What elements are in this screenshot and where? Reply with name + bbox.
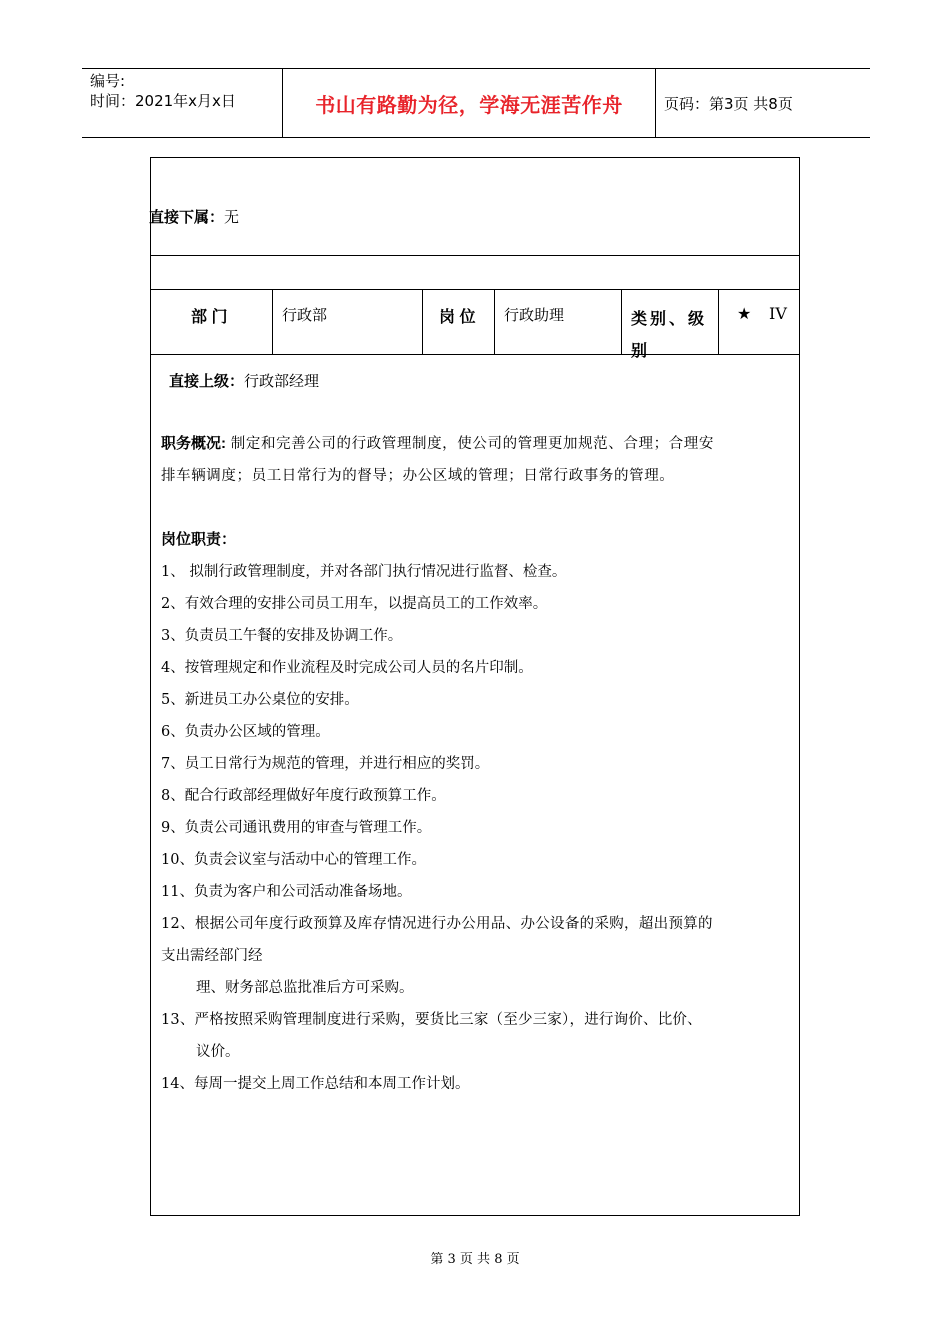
header-meta <box>90 71 236 111</box>
duty-item: 13、严格按照采购管理制度进行采购，要货比三家（至少三家），进行询价、比价、 <box>161 1012 702 1028</box>
duty-item: 1、 拟制行政管理制度，并对各部门执行情况进行监督、检查。 <box>161 564 567 580</box>
duty-item: 12、根据公司年度行政预算及库存情况进行办公用品、办公设备的采购，超出预算的 <box>161 916 713 932</box>
grade-value: IV <box>769 304 787 323</box>
job-description-table <box>150 157 800 1216</box>
summary-label: 职务概况: <box>161 435 226 452</box>
superior-value: 行政部经理 <box>244 372 320 390</box>
divider <box>422 289 423 354</box>
category-label: 类别、级别 <box>631 311 708 360</box>
subordinate-label: 直接下属： <box>149 209 225 226</box>
divider <box>621 289 622 354</box>
divider <box>718 289 719 354</box>
superior-row <box>169 370 319 391</box>
superior-label: 直接上级： <box>169 373 245 390</box>
post-label: 岗 位 <box>439 309 476 326</box>
duty-item: 7、员工日常行为规范的管理，并进行相应的奖罚。 <box>161 756 490 772</box>
duty-item: 9、负责公司通讯费用的审查与管理工作。 <box>161 820 432 836</box>
duty-item-continued: 议价。 <box>196 1044 240 1060</box>
divider <box>494 289 495 354</box>
summary-line-1 <box>161 432 714 453</box>
duty-item: 2、有效合理的安排公司员工用车，以提高员工的工作效率。 <box>161 596 548 612</box>
post-value: 行政助理 <box>504 306 565 324</box>
dept-label: 部 门 <box>191 309 228 326</box>
subordinate-row <box>149 206 239 227</box>
divider <box>151 255 799 256</box>
summary-text-2: 排车辆调度；员工日常行为的督导；办公区域的管理；日常行政事务的管理。 <box>161 468 675 484</box>
duty-item: 4、按管理规定和作业流程及时完成公司人员的名片印制。 <box>161 660 533 676</box>
divider <box>151 289 799 290</box>
serial-label: 编号: <box>90 72 126 90</box>
time-line: 时间：2021年x月x日 <box>90 92 236 110</box>
slogan: 书山有路勤为径，学海无涯苦作舟 <box>315 92 623 117</box>
duty-item: 14、每周一提交上周工作总结和本周工作计划。 <box>161 1076 470 1092</box>
duty-item: 10、负责会议室与活动中心的管理工作。 <box>161 852 426 868</box>
duty-item: 6、负责办公区域的管理。 <box>161 724 330 740</box>
page-footer: 第 3 页 共 8 页 <box>430 1252 520 1267</box>
divider <box>272 289 273 354</box>
dept-value: 行政部 <box>282 306 328 324</box>
page-info: 页码：第3页 共8页 <box>664 95 793 113</box>
duty-item-continued: 支出需经部门经 <box>161 948 263 964</box>
subordinate-value: 无 <box>224 208 240 226</box>
duty-item: 11、负责为客户和公司活动准备场地。 <box>161 884 412 900</box>
duty-item: 5、新进员工办公桌位的安排。 <box>161 692 359 708</box>
duty-item: 8、配合行政部经理做好年度行政预算工作。 <box>161 788 446 804</box>
duties-label: 岗位职责： <box>161 531 237 548</box>
grade-star-icon: ★ <box>737 304 752 323</box>
duty-item: 3、负责员工午餐的安排及协调工作。 <box>161 628 403 644</box>
duty-item-continued: 理、财务部总监批准后方可采购。 <box>196 980 414 996</box>
summary-text-1: 制定和完善公司的行政管理制度，使公司的管理更加规范、合理；合理安 <box>230 436 714 452</box>
slogan-cell <box>282 69 656 137</box>
page-header <box>82 68 870 138</box>
